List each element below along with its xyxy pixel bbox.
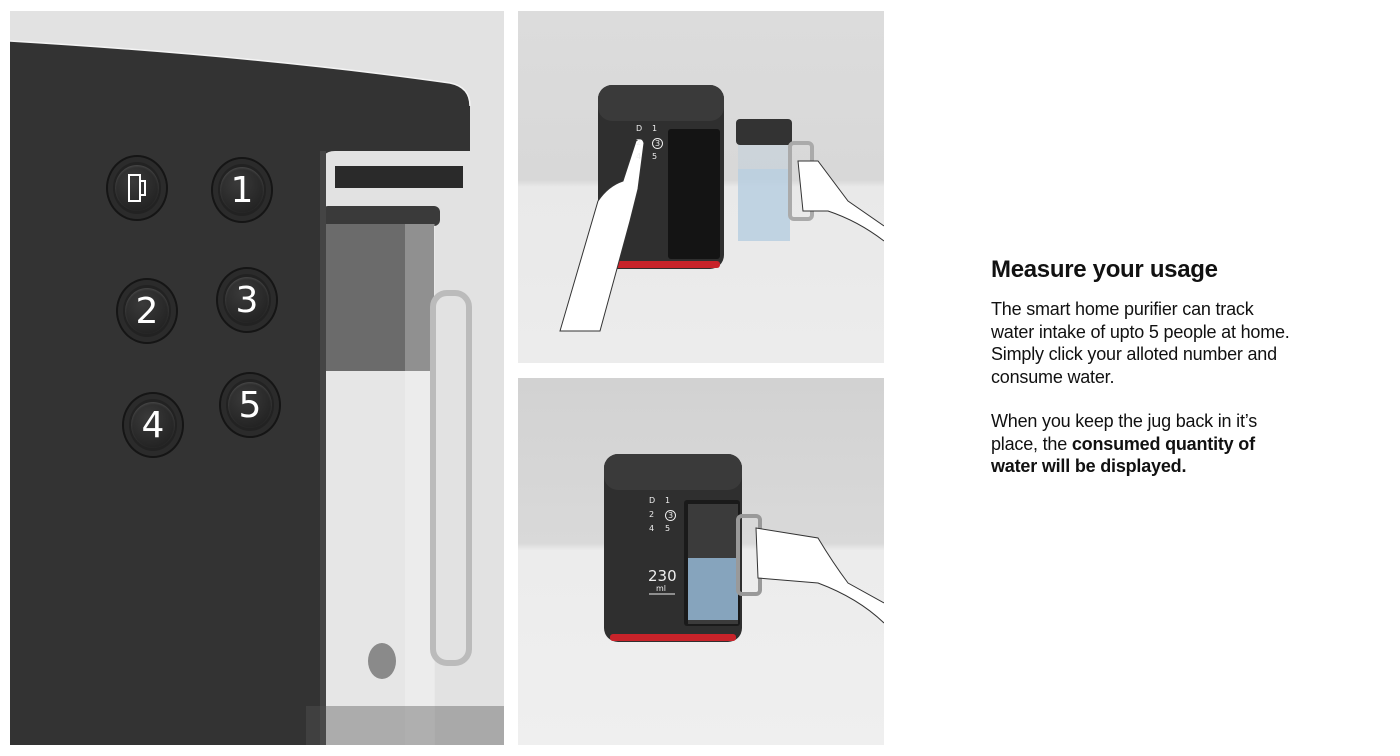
jug-button[interactable] <box>108 157 166 219</box>
paragraph-2-bold: consumed quantity of water will be displayed. <box>991 433 1255 476</box>
select-user-scene <box>518 11 884 363</box>
keypad-3-selected: 3 <box>652 138 663 149</box>
keypad-2-label: 2 <box>636 138 642 147</box>
keypad-4-label: 4 <box>636 152 642 161</box>
feature-paragraph-2 <box>991 410 1291 478</box>
device-selecting-illustration <box>518 11 884 363</box>
keypad-1-label: 1 <box>652 124 658 133</box>
user-5-button[interactable]: 5 <box>221 374 279 436</box>
jug-icon <box>115 165 159 211</box>
keypad-3-selected: 3 <box>665 510 676 521</box>
keypad-1-label: 1 <box>665 496 671 505</box>
feature-heading: Measure your usage <box>991 256 1218 283</box>
device-display-illustration <box>518 378 884 745</box>
consumption-unit: ml <box>656 584 667 593</box>
display-consumption-scene <box>518 378 884 745</box>
consumption-value: 230 <box>648 567 677 585</box>
keypad-5-label: 5 <box>665 524 671 533</box>
keypad-5-label: 5 <box>652 152 658 161</box>
keypad-2-label: 2 <box>649 510 655 519</box>
keypad-d-label: D <box>636 124 643 133</box>
keypad-4-label: 4 <box>649 524 655 533</box>
closeup-image-panel <box>10 11 504 745</box>
user-1-button[interactable]: 1 <box>213 159 271 221</box>
user-2-button[interactable]: 2 <box>118 280 176 342</box>
keypad-d-label: D <box>649 496 656 505</box>
paragraph-2-text: When you keep the jug back in it’s place, the <box>991 411 1258 454</box>
feature-description <box>991 256 1291 500</box>
user-3-button[interactable]: 3 <box>218 269 276 331</box>
feature-paragraph-1: The smart home purifier can track water intake of upto 5 people at home. Simply click your alloted number and consume water. <box>991 299 1290 387</box>
user-4-button[interactable]: 4 <box>124 394 182 456</box>
